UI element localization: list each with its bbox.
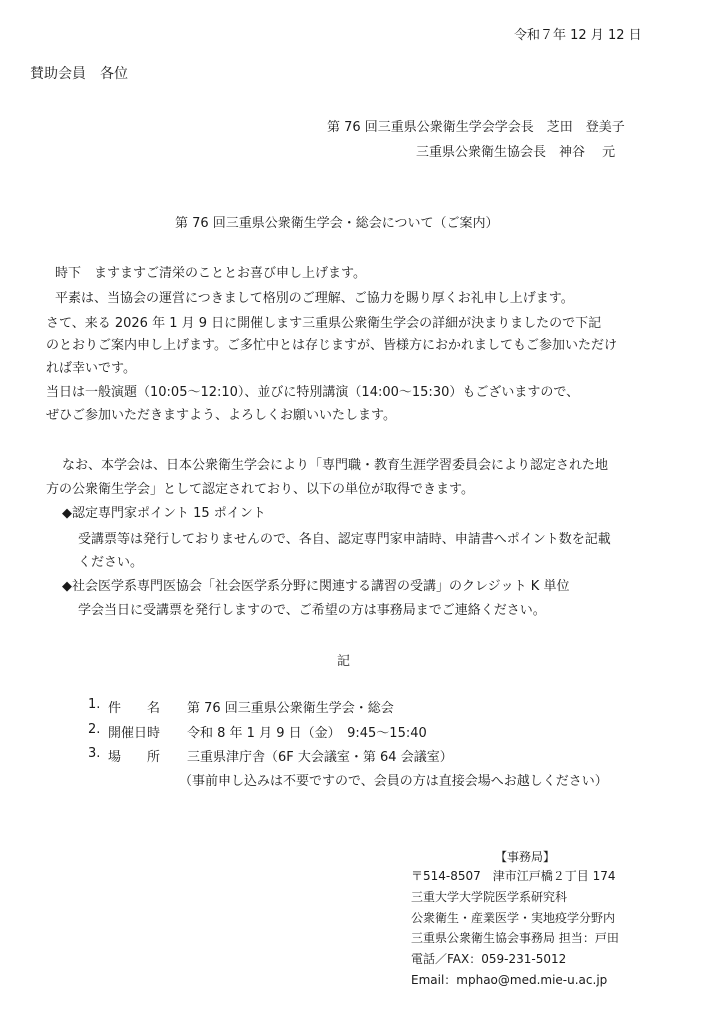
- office-email: Email：mphao@med.mie-u.ac.jp: [411, 973, 608, 987]
- detail-label: 場 所: [108, 750, 161, 765]
- credit-line: 学会当日に受講票を発行しますので、ご希望の方は事務局までご連絡ください。: [78, 603, 546, 618]
- detail-value: 第 76 回三重県公衆衛生学会・総会: [187, 701, 394, 716]
- addressee: 賛助会員 各位: [30, 66, 128, 82]
- credit-title: ◆認定専門家ポイント 15 ポイント: [62, 506, 266, 521]
- document-title: 第 76 回三重県公衆衛生学会・総会について（ご案内）: [175, 216, 499, 231]
- greeting-line: 時下 ますますご清栄のこととお喜び申し上げます。: [55, 266, 366, 281]
- detail-num: 1.: [88, 697, 101, 712]
- body-line: ぜひご参加いただきますよう、よろしくお願いいたします。: [46, 408, 396, 423]
- office-heading: 【事務局】: [495, 850, 556, 864]
- document-date: 令和７年 12 月 12 日: [514, 28, 642, 43]
- credit-title: ◆社会医学系専門医協会「社会医学系分野に関連する講習の受講」のクレジット K 単位: [62, 579, 570, 594]
- detail-label: 件 名: [108, 701, 161, 716]
- detail-note: （事前申し込みは不要ですので、会員の方は直接会場へお越しください）: [179, 774, 608, 789]
- note-line: なお、本学会は、日本公衆衛生学会により「専門職・教育生涯学習委員会により認定された地: [62, 458, 609, 473]
- body-line: れば幸いです。: [46, 361, 136, 376]
- office-line: 〒514-8507 津市江戸橋２丁目 174: [411, 869, 616, 883]
- ki-heading: 記: [337, 654, 351, 669]
- detail-label: 開催日時: [108, 726, 161, 741]
- office-line: 公衆衛生・産業医学・実地疫学分野内: [411, 911, 616, 925]
- credit-line: ください。: [78, 555, 144, 570]
- sender-chair: 第 76 回三重県公衆衛生学会学会長 芝田 登美子: [327, 120, 625, 135]
- credit-line: 受講票等は発行しておりませんので、各自、認定専門家申請時、申請書へポイント数を記載: [78, 532, 611, 547]
- body-line: のとおりご案内申し上げます。ご多忙中とは存じますが、皆様方におかれましてもご参加いただけ: [46, 338, 617, 353]
- office-line: 三重大学大学院医学系研究科: [411, 890, 568, 904]
- body-line: さて、来る 2026 年 1 月 9 日に開催します三重県公衆衛生学会の詳細が決まりましたので下記: [46, 316, 602, 331]
- body-line: 当日は一般演題（10:05～12:10）、並びに特別講演（14:00～15:30）もございますので、: [46, 385, 580, 400]
- detail-num: 2.: [88, 722, 101, 737]
- note-line: 方の公衆衛生学会」として認定されており、以下の単位が取得できます。: [46, 482, 474, 497]
- body-line: 平素は、当協会の運営につきまして格別のご理解、ご協力を賜り厚くお礼申し上げます。: [55, 291, 574, 306]
- detail-num: 3.: [88, 746, 101, 761]
- office-line: 三重県公衆衛生協会事務局 担当：戸田: [411, 931, 619, 945]
- sender-president: 三重県公衆衛生協会長 神谷 元: [416, 145, 616, 160]
- detail-value: 令和 8 年 1 月 9 日（金） 9:45～15:40: [187, 726, 427, 741]
- office-phone: 電話／FAX：059-231-5012: [411, 952, 567, 966]
- detail-value: 三重県津庁舎（6F 大会議室・第 64 会議室）: [187, 750, 453, 765]
